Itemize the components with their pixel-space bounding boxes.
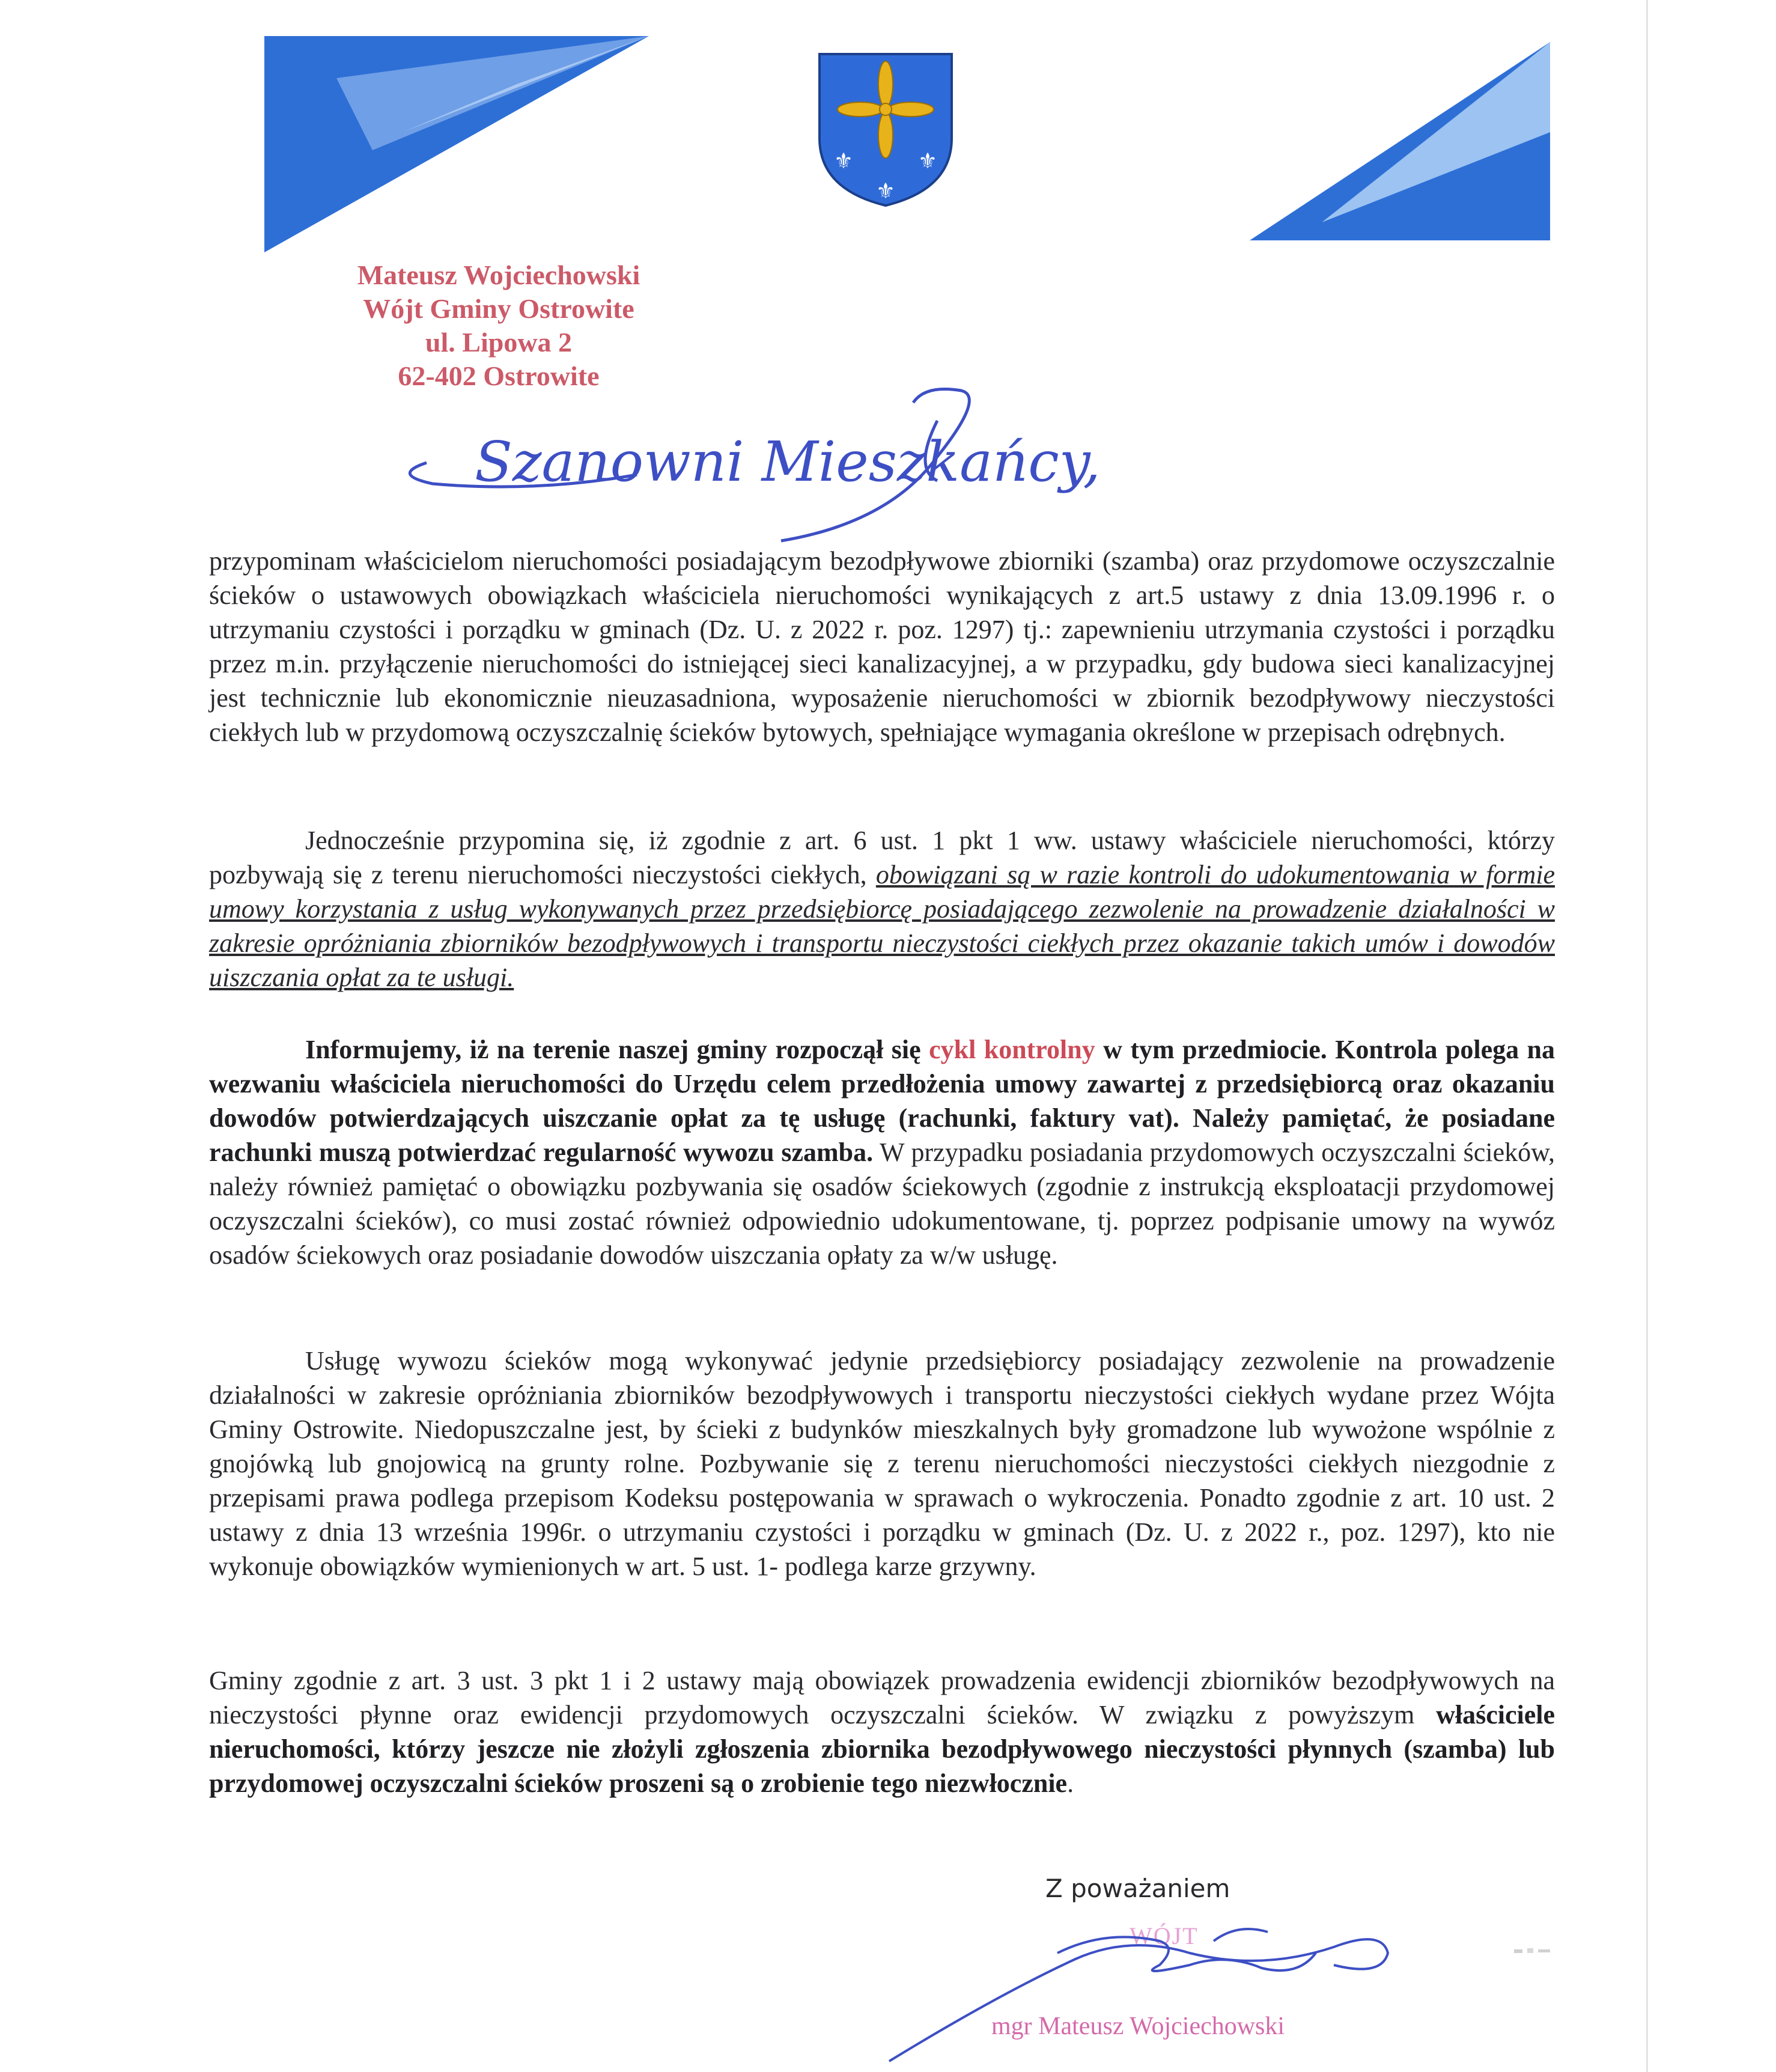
- paragraph-3-normal-end: W przypadku posiadania przydomowych oczyszczalni ścieków, należy również pamiętać o obowiązku pozbywania się osadów ściekowych (zgodnie z instrukcją eksploatacji przydomowej oczyszczalni ścieków), co musi zostać również odpowiednio udokumentowane, tj. poprzez podpisanie umowy na wywóz osadów ściekowych oraz posiadanie dowodów uiszczania opłaty za w/w usługę.: [209, 1138, 1556, 1270]
- sender-postcode-city: 62-402 Ostrowite: [398, 361, 600, 391]
- sender-address-block: [300, 258, 697, 393]
- closing-text: Z poważaniem: [1045, 1874, 1230, 1903]
- paragraph-2-text: Jednocześnie przypomina się, iż zgodnie z art. 6 ust. 1 pkt 1 ww. ustawy właściciele nieruchomości, którzy pozbywają się z terenu nieruchomości nieczystości ciekłych,: [209, 826, 1555, 889]
- paragraph-5-bold: właściciele nieruchomości, którzy jeszcze nie złożyli zgłoszenia zbiornika bezodpływowego nieczystości płynnych (szamba) lub przydomowej oczyszczalni ścieków proszeni są o zrobienie tego niezwłocznie: [209, 1700, 1555, 1798]
- scan-edge-line: [1646, 0, 1648, 2072]
- sender-name: Mateusz Wojciechowski: [357, 260, 640, 290]
- paragraph-2-underlined: obowiązani są w razie kontroli do udokumentowania w formie umowy korzystania z usług wykonywanych przez przedsiębiorcę posiadającego zezwolenie na prowadzenie działalności w zakresie opróżniania zbiorników bezodpływowych i transportu nieczystości ciekłych przez okazanie takich umów i dowodów uiszczania opłat za te usługi.: [209, 860, 1555, 992]
- sender-title: Wójt Gminy Ostrowite: [363, 293, 634, 324]
- signer-name: mgr Mateusz Wojciechowski: [991, 2013, 1285, 2040]
- paragraph-4-text: Usługę wywozu ścieków mogą wykonywać jedynie przedsiębiorcy posiadający zezwolenie na prowadzenie działalności w zakresie opróżniania zbiorników bezodpływowych i transportu nieczystości ciekłych wydane przez Wójta Gminy Ostrowite. Niedopuszczalne jest, by ścieki z budynków mieszkalnych były gromadzone lub wywożone wspólnie z gnojówką lub gnojowicą na grunty rolne. Pozbywanie się z terenu nieruchomości nieczystości ciekłych niezgodnie z przepisami prawa podlega przepisom Kodeksu postępowania w sprawach o wykroczenia. Ponadto zgodnie z art. 10 ust. 2 ustawy z dnia 13 września 1996r. o utrzymaniu czystości i porządku w gminach (Dz. U. z 2022 r., poz. 1297), kto nie wykonuje obowiązków wymienionych w art. 5 ust. 1- podlega karze grzywny.: [209, 1346, 1555, 1581]
- paragraph-3-bold-start: Informujemy, iż na terenie naszej gminy rozpoczął się: [305, 1035, 929, 1064]
- paragraph-documentation: [209, 823, 1555, 995]
- decorative-triangle-left: [264, 36, 649, 252]
- paragraph-registry: [209, 1663, 1555, 1800]
- paragraph-obligations: [209, 544, 1555, 749]
- paragraph-3-highlight: cykl kontrolny: [929, 1035, 1095, 1064]
- stamp-title: WÓJT: [1130, 1922, 1199, 1949]
- salutation-text: Szanowni Mieszkańcy,: [475, 430, 1101, 494]
- paragraph-5-normal: Gminy zgodnie z art. 3 ust. 3 pkt 1 i 2 ustawy mają obowiązek prowadzenia ewidencji zbiorników bezodpływowych na nieczystości płynne oraz ewidencji przydomowych oczyszczalni ścieków. W związku z powyższym: [209, 1666, 1555, 1729]
- handwritten-salutation: [385, 385, 1184, 553]
- handwritten-signature: [877, 1911, 1418, 2067]
- paragraph-3-bold-mid: w tym przedmiocie. Kontrola polega na wezwaniu właściciela nieruchomości do Urzędu celem przedłożenia umowy zawartej z przedsiębiorcą oraz okazaniu dowodów potwierdzających uiszczanie opłat za tę usługę (rachunki, faktury vat). Należy pamiętać, że posiadane rachunki muszą potwierdzać regularność wywozu szamba.: [209, 1035, 1556, 1167]
- svg-text:⚜: ⚜: [917, 149, 938, 174]
- paragraph-permits: [209, 1344, 1555, 1583]
- svg-text:⚜: ⚜: [875, 179, 896, 204]
- paragraph-5-end: .: [1067, 1769, 1074, 1798]
- decorative-triangle-right: [1250, 42, 1550, 246]
- sender-street: ul. Lipowa 2: [425, 327, 573, 358]
- paragraph-1-text: przypominam właścicielom nieruchomości posiadającym bezodpływowe zbiorniki (szamba) oraz przydomowe oczyszczalnie ścieków o ustawowych obowiązkach właściciela nieruchomości wynikających z art.5 ustawy z dnia 13.09.1996 r. o utrzymaniu czystości i porządku w gminach (Dz. U. z 2022 r. poz. 1297) tj.: zapewnieniu utrzymania czystości i porządku przez m.in. przyłączenie nieruchomości do istniejącej sieci kanalizacyjnej, a w przypadku, gdy budowa sieci kanalizacyjnej jest technicznie lub ekonomicznie nieuzasadniona, wyposażenie nieruchomości w zbiornik bezodpływowy nieczystości ciekłych lub w przydomową oczyszczalnię ścieków bytowych, spełniające wymagania określone w przepisach odrębnych.: [209, 546, 1555, 747]
- svg-text:⚜: ⚜: [833, 149, 854, 174]
- scan-artifact: [1514, 1946, 1556, 1958]
- paragraph-inspection: [209, 1032, 1555, 1272]
- coat-of-arms-icon: [813, 48, 958, 210]
